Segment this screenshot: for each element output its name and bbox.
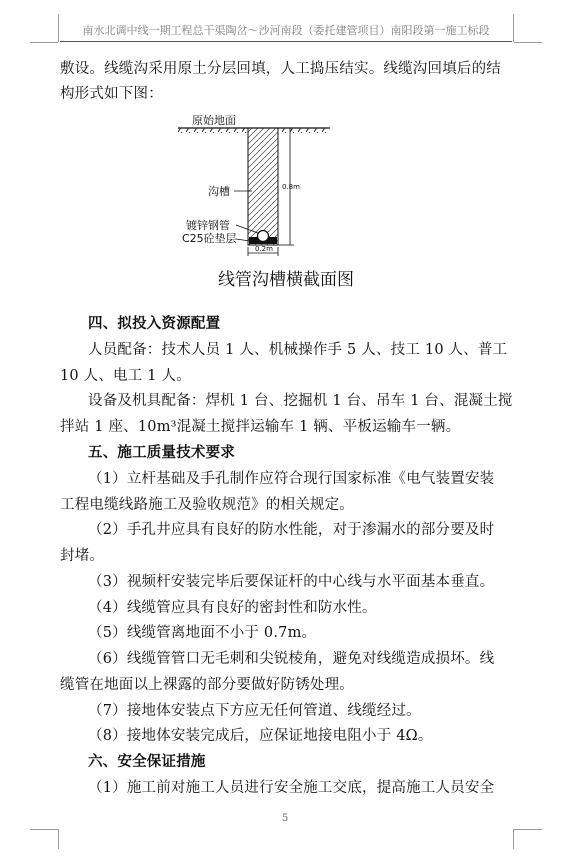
crop-mark-bottom-left-h [30,829,58,830]
list-item: （3）视频杆安装完毕后要保证杆的中心线与水平面基本垂直。 [88,574,495,590]
section-heading: 五、施工质量技术要求 [88,444,235,461]
figure-caption: 线管沟槽横截面图 [218,270,354,290]
paragraph-line: 拌站 1 座、10m³混凝土搅拌运输车 1 辆、平板运输车一辆。 [60,419,461,435]
list-item: （6）线缆管管口无毛刺和尖锐棱角，避免对线缆造成损坏。线 [88,651,495,667]
paragraph-line: 构形式如下图： [60,86,163,102]
depth-label: 0.8m [282,183,300,191]
list-item: 工程电缆线路施工及验收规范》的相关规定。 [60,497,354,513]
list-item: （8）接地体安装完成后，应保证地接电阻小于 4Ω。 [88,728,433,744]
crop-mark-top-right-h [514,42,542,43]
pipe-circle [258,231,269,242]
crop-mark-bottom-right-v [513,829,514,849]
list-item: （4）线缆管应具有良好的密封性和防水性。 [88,600,377,616]
paragraph-line: 设备及机具配备：焊机 1 台、挖掘机 1 台、吊车 1 台、混凝土搅 [88,393,513,409]
header-divider [60,41,512,42]
bedding-label: C25砼垫层 [182,232,237,245]
trench-label: 沟槽 [208,185,230,198]
crop-mark-bottom-right-h [514,829,542,830]
paragraph-line: 人员配备：技术人员 1 人、机械操作手 5 人、技工 10 人、普工 [88,342,508,358]
ground-hatch-right [278,128,330,133]
list-item: （1）立杆基础及手孔制作应符合现行国家标准《电气装置安装 [88,471,495,487]
paragraph-line: 敷设。线缆沟采用原土分层回填，人工捣压结实。线缆沟回填后的结 [60,61,501,77]
list-item: （5）线缆管离地面不小于 0.7m。 [88,625,317,641]
paragraph-line: 10 人、电工 1 人。 [60,368,191,384]
page-header: 南水北调中线一期工程总干渠陶岔～沙河南段（委托建管项目）南阳段第一施工标段 [82,24,490,37]
list-item: （1）施工前对施工人员进行安全施工交底，提高施工人员安全 [88,780,495,796]
trench-fill [248,128,278,245]
crop-mark-top-left-v [58,14,59,42]
crop-mark-bottom-left-v [58,829,59,849]
page-number: 5 [281,813,289,824]
crop-mark-top-left-h [30,42,58,43]
ground-label: 原始地面 [192,114,236,127]
crop-mark-top-right-v [513,14,514,42]
pipe-label: 镀锌钢管 [186,219,230,232]
ground-hatch-left [178,128,248,133]
section-heading: 六、安全保证措施 [88,753,206,770]
width-label: 0.2m [255,245,273,253]
section-heading: 四、拟投入资源配置 [88,315,221,332]
list-item: 封堵。 [60,548,105,564]
trench-cross-section-figure [170,108,370,260]
list-item: 缆管在地面以上裸露的部分要做好防锈处理。 [60,677,354,693]
list-item: （7）接地体安装点下方应无任何管道、线缆经过。 [88,703,421,719]
list-item: （2）手孔井应具有良好的防水性能，对于渗漏水的部分要及时 [88,522,495,538]
